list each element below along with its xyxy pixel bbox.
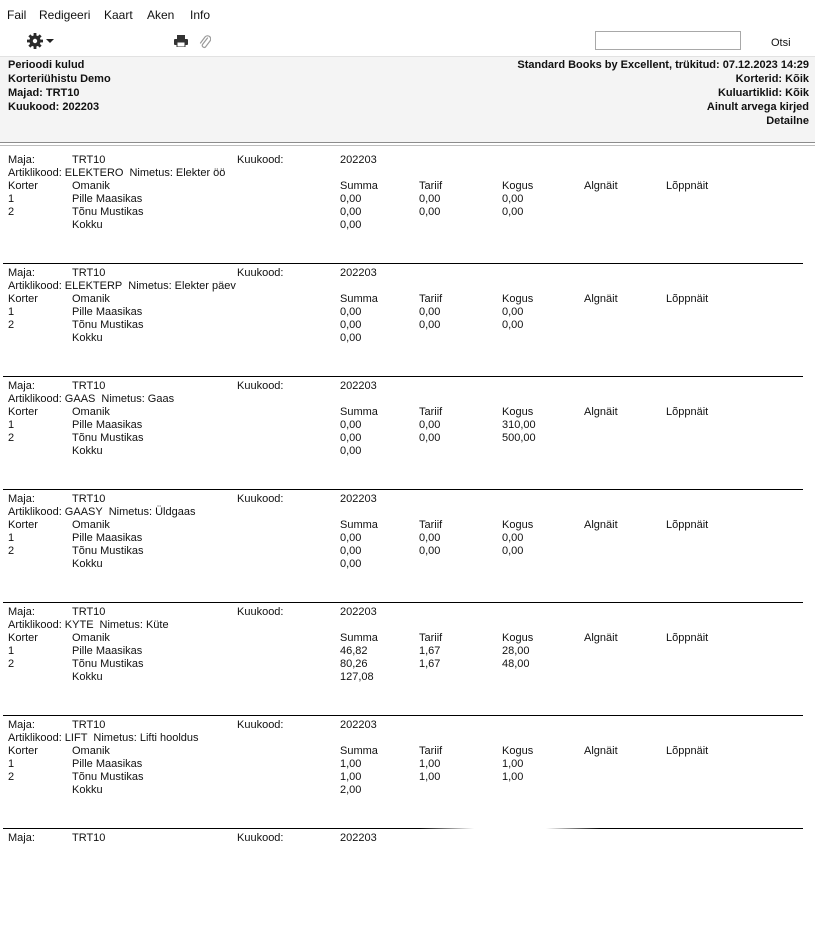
report-section [0,380,815,493]
omanik-cell: Tõnu Mustikas [72,658,144,670]
summa-cell: 0,00 [340,432,362,444]
kogus-cell: 0,00 [502,532,524,544]
total-value: 2,00 [340,784,362,796]
column-header-algnait: Algnäit [584,406,618,418]
column-header-summa: Summa [340,745,378,757]
report-section [0,719,815,832]
tariif-cell: 0,00 [419,193,441,205]
korter-cell: 1 [8,758,15,770]
section-house-row [0,267,815,279]
column-header-loppnait: Lõppnäit [666,519,709,531]
kogus-cell: 0,00 [502,319,524,331]
maja-value: TRT10 [72,719,106,731]
cost-articles-filter: Kuluartiklid: Kõik [717,87,809,99]
nimetus-label: Nimetus: [129,167,173,179]
table-row [0,771,815,783]
summa-cell: 1,00 [340,758,362,770]
summa-cell: 0,00 [340,319,362,331]
kuukood-value: 202203 [340,832,377,844]
maja-label: Maja: [8,606,35,618]
column-header-kogus: Kogus [502,632,534,644]
table-row [0,306,815,318]
artiklikood-label: Artiklikood: [8,167,62,179]
total-label: Kokku [72,558,103,570]
total-row [0,219,815,231]
section-divider [3,715,803,716]
maja-label: Maja: [8,832,35,844]
nimetus-value: Gaas [147,393,175,405]
column-header-tariif: Tariif [419,519,443,531]
maja-value: TRT10 [72,493,106,505]
total-value: 0,00 [340,219,362,231]
artiklikood-label: Artiklikood: [8,393,62,405]
total-row [0,558,815,570]
column-header-korter: Korter [8,745,38,757]
report-body [0,154,815,945]
kogus-cell: 28,00 [502,645,530,657]
kogus-cell: 48,00 [502,658,530,670]
korter-cell: 2 [8,545,15,557]
section-divider [3,602,803,603]
section-house-row [0,493,815,505]
kogus-cell: 0,00 [502,306,524,318]
menu-aken[interactable]: Aken [147,8,175,22]
apartments-filter: Korterid: Kõik [735,73,809,85]
summa-cell: 0,00 [340,306,362,318]
column-header-algnait: Algnäit [584,632,618,644]
tariif-cell: 1,67 [419,658,441,670]
artiklikood-value: ELEKTERP [64,280,123,292]
section-house-row [0,719,815,731]
nimetus-label: Nimetus: [101,393,145,405]
artiklikood-value: ELEKTERO [64,167,124,179]
kogus-cell: 500,00 [502,432,536,444]
artiklikood-value: GAASY [64,506,103,518]
column-header-kogus: Kogus [502,745,534,757]
column-header-summa: Summa [340,180,378,192]
table-row [0,319,815,331]
column-header-korter: Korter [8,406,38,418]
kogus-cell: 0,00 [502,545,524,557]
table-row [0,658,815,670]
total-row [0,784,815,796]
kuukood-value: 202203 [340,493,377,505]
gear-icon[interactable] [26,32,44,50]
column-header-omanik: Omanik [72,632,110,644]
header-divider-secondary [0,145,815,146]
korter-cell: 2 [8,319,15,331]
section-house-row [0,606,815,618]
korter-cell: 2 [8,206,15,218]
nimetus-label: Nimetus: [128,280,172,292]
tariif-cell: 0,00 [419,319,441,331]
kuukood-label: Kuukood: [237,380,284,392]
header-divider [0,142,815,143]
omanik-cell: Tõnu Mustikas [72,206,144,218]
report-section [0,493,815,606]
maja-value: TRT10 [72,606,106,618]
nimetus-label: Nimetus: [108,506,153,518]
table-row [0,545,815,557]
column-header-tariif: Tariif [419,406,443,418]
table-row [0,432,815,444]
report-section [0,267,815,380]
column-header-row [0,745,815,757]
kuukood-value: 202203 [340,154,377,166]
tariif-cell: 1,00 [419,758,441,770]
total-value: 0,00 [340,332,362,344]
total-value: 127,08 [340,671,374,683]
column-header-summa: Summa [340,632,378,644]
column-header-tariif: Tariif [419,180,443,192]
nimetus-label: Nimetus: [99,619,143,631]
column-header-algnait: Algnäit [584,519,618,531]
column-header-loppnait: Lõppnäit [666,745,709,757]
section-article-row [0,506,815,518]
summa-cell: 80,26 [340,658,368,670]
column-header-omanik: Omanik [72,180,110,192]
summa-cell: 0,00 [340,419,362,431]
maja-value: TRT10 [72,832,106,844]
maja-label: Maja: [8,267,35,279]
nimetus-value: Üldgaas [155,506,196,518]
artiklikood-value: LIFT [64,732,88,744]
column-header-omanik: Omanik [72,293,110,305]
korter-cell: 1 [8,419,15,431]
month-code-filter: Kuukood: 202203 [8,101,100,113]
artiklikood-label: Artiklikood: [8,619,62,631]
column-header-loppnait: Lõppnäit [666,632,709,644]
artiklikood-value: GAAS [64,393,96,405]
section-article-row [0,393,815,405]
table-row [0,532,815,544]
kuukood-label: Kuukood: [237,267,284,279]
omanik-cell: Tõnu Mustikas [72,319,144,331]
summa-cell: 0,00 [340,206,362,218]
nimetus-label: Nimetus: [93,732,137,744]
printer-icon[interactable] [174,35,188,47]
section-article-row [0,619,815,631]
column-header-kogus: Kogus [502,180,534,192]
section-divider [3,376,803,377]
korter-cell: 2 [8,771,15,783]
column-header-row [0,406,815,418]
column-header-algnait: Algnäit [584,745,618,757]
column-header-korter: Korter [8,180,38,192]
detail-mode: Detailne [766,115,809,127]
tariif-cell: 0,00 [419,432,441,444]
column-header-summa: Summa [340,406,378,418]
kogus-cell: 1,00 [502,771,524,783]
section-divider [3,828,803,829]
kogus-cell: 0,00 [502,193,524,205]
artiklikood-label: Artiklikood: [8,732,62,744]
column-header-kogus: Kogus [502,293,534,305]
column-header-tariif: Tariif [419,745,443,757]
nimetus-value: Lifti hooldus [139,732,199,744]
omanik-cell: Tõnu Mustikas [72,432,144,444]
report-section [0,832,815,945]
table-row [0,206,815,218]
tariif-cell: 0,00 [419,206,441,218]
total-row [0,671,815,683]
section-divider [3,489,803,490]
kuukood-value: 202203 [340,719,377,731]
printed-info: Standard Books by Excellent, trükitud: 07.12.2023 14:29 [517,59,809,71]
column-header-tariif: Tariif [419,632,443,644]
column-header-loppnait: Lõppnäit [666,180,709,192]
column-header-omanik: Omanik [72,745,110,757]
kogus-cell: 0,00 [502,206,524,218]
tariif-cell: 1,00 [419,771,441,783]
omanik-cell: Pille Maasikas [72,193,143,205]
omanik-cell: Tõnu Mustikas [72,545,144,557]
column-header-kogus: Kogus [502,519,534,531]
artiklikood-label: Artiklikood: [8,506,62,518]
korter-cell: 1 [8,306,15,318]
kuukood-label: Kuukood: [237,606,284,618]
maja-value: TRT10 [72,380,106,392]
nimetus-value: Elekter päev [174,280,236,292]
total-label: Kokku [72,219,103,231]
kogus-cell: 310,00 [502,419,536,431]
column-header-row [0,632,815,644]
omanik-cell: Pille Maasikas [72,645,143,657]
section-house-row [0,154,815,166]
total-label: Kokku [72,445,103,457]
search-input[interactable] [595,31,741,50]
column-header-omanik: Omanik [72,406,110,418]
total-value: 0,00 [340,445,362,457]
korter-cell: 1 [8,532,15,544]
menu-redigeeri[interactable]: Redigeeri [39,8,91,22]
omanik-cell: Tõnu Mustikas [72,771,144,783]
total-label: Kokku [72,784,103,796]
section-article-row [0,167,815,179]
table-row [0,758,815,770]
kogus-cell: 1,00 [502,758,524,770]
tariif-cell: 0,00 [419,532,441,544]
column-header-row [0,519,815,531]
section-article-row [0,280,815,292]
korter-cell: 1 [8,645,15,657]
maja-label: Maja: [8,719,35,731]
tariif-cell: 1,67 [419,645,441,657]
maja-label: Maja: [8,154,35,166]
column-header-kogus: Kogus [502,406,534,418]
tariif-cell: 0,00 [419,419,441,431]
total-row [0,445,815,457]
tariif-cell: 0,00 [419,306,441,318]
section-article-row [0,732,815,744]
kuukood-value: 202203 [340,267,377,279]
column-header-omanik: Omanik [72,519,110,531]
korter-cell: 2 [8,432,15,444]
summa-cell: 0,00 [340,545,362,557]
omanik-cell: Pille Maasikas [72,532,143,544]
omanik-cell: Pille Maasikas [72,419,143,431]
kuukood-value: 202203 [340,606,377,618]
kuukood-label: Kuukood: [237,832,284,844]
invoice-only-filter: Ainult arvega kirjed [706,101,809,113]
column-header-summa: Summa [340,519,378,531]
section-divider [3,263,803,264]
column-header-algnait: Algnäit [584,180,618,192]
total-value: 0,00 [340,558,362,570]
korter-cell: 2 [8,658,15,670]
column-header-korter: Korter [8,519,38,531]
korter-cell: 1 [8,193,15,205]
kuukood-label: Kuukood: [237,719,284,731]
menu-fail[interactable]: Fail [7,8,27,22]
table-row [0,645,815,657]
omanik-cell: Pille Maasikas [72,306,143,318]
kuukood-label: Kuukood: [237,493,284,505]
menu-bar [0,0,815,26]
search-button[interactable]: Otsi [771,37,791,49]
association-name: Korteriühistu Demo [8,73,111,85]
column-header-algnait: Algnäit [584,293,618,305]
total-label: Kokku [72,671,103,683]
total-label: Kokku [72,332,103,344]
column-header-loppnait: Lõppnäit [666,406,709,418]
menu-kaart[interactable]: Kaart [104,8,133,22]
column-header-loppnait: Lõppnäit [666,293,709,305]
total-row [0,332,815,344]
column-header-korter: Korter [8,293,38,305]
nimetus-value: Elekter öö [175,167,226,179]
kuukood-label: Kuukood: [237,154,284,166]
artiklikood-value: KYTE [64,619,94,631]
kuukood-value: 202203 [340,380,377,392]
column-header-row [0,180,815,192]
summa-cell: 46,82 [340,645,368,657]
chevron-down-icon[interactable] [46,39,54,43]
summa-cell: 1,00 [340,771,362,783]
menu-info[interactable]: Info [190,8,211,22]
report-section [0,606,815,719]
maja-value: TRT10 [72,267,106,279]
omanik-cell: Pille Maasikas [72,758,143,770]
maja-label: Maja: [8,493,35,505]
column-header-summa: Summa [340,293,378,305]
column-header-tariif: Tariif [419,293,443,305]
nimetus-value: Küte [145,619,169,631]
section-house-row [0,380,815,392]
column-header-row [0,293,815,305]
buildings-filter: Majad: TRT10 [8,87,80,99]
scroll-fade [420,825,600,845]
maja-label: Maja: [8,380,35,392]
table-row [0,419,815,431]
table-row [0,193,815,205]
section-house-row [0,832,815,844]
column-header-korter: Korter [8,632,38,644]
summa-cell: 0,00 [340,193,362,205]
tariif-cell: 0,00 [419,545,441,557]
report-title: Perioodi kulud [8,59,85,71]
maja-value: TRT10 [72,154,106,166]
summa-cell: 0,00 [340,532,362,544]
report-section [0,154,815,267]
artiklikood-label: Artiklikood: [8,280,62,292]
paperclip-icon[interactable] [199,34,211,50]
